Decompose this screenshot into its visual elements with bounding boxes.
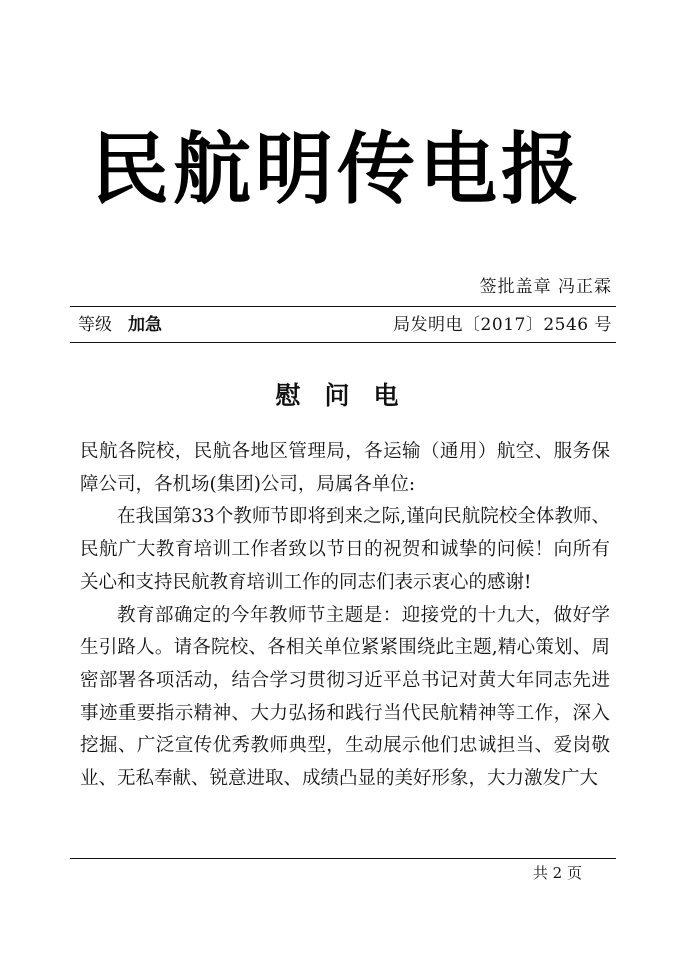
meta-row xyxy=(78,311,612,339)
document-number: 局发明电〔2017〕2546 号 xyxy=(393,315,612,335)
page-count: 共 2 页 xyxy=(532,864,582,882)
body-paragraph: 在我国第33个教师节即将到来之际,谨向民航院校全体教师、民航广大教育培训工作者致以节日的祝贺和诚挚的问候！向所有关心和支持民航教育培训工作的同志们表示衷心的感谢! xyxy=(80,506,610,593)
document-body xyxy=(80,436,610,796)
top-divider xyxy=(70,306,616,307)
body-paragraph: 教育部确定的今年教师节主题是：迎接党的十九大，做好学生引路人。请各院校、各相关单位紧紧围绕此主题,精心策划、周密部署各项活动，结合学习贯彻习近平总书记对黄大年同志先进事迹重要指示精神、大力弘扬和践行当代民航精神等工作，深入挖掘、广泛宣传优秀教师典型，生动展示他们忠诚担当、爱岗敬业、无私奉献、锐意进取、成绩凸显的美好形象，大力激发广大 xyxy=(80,604,610,790)
level-label: 等级 xyxy=(78,315,112,335)
salutation: 民航各院校，民航各地区管理局，各运输（通用）航空、服务保障公司，各机场(集团)公司，局属各单位: xyxy=(80,441,610,495)
header-divider xyxy=(70,342,616,343)
document-title: 慰问电 xyxy=(275,381,423,410)
footer-divider xyxy=(70,858,616,859)
signature-line: 签批盖章 冯正霖 xyxy=(479,277,612,297)
urgency-level xyxy=(78,311,162,339)
level-value: 加急 xyxy=(128,315,162,335)
masthead-title: 民航明传电报 xyxy=(90,125,583,215)
